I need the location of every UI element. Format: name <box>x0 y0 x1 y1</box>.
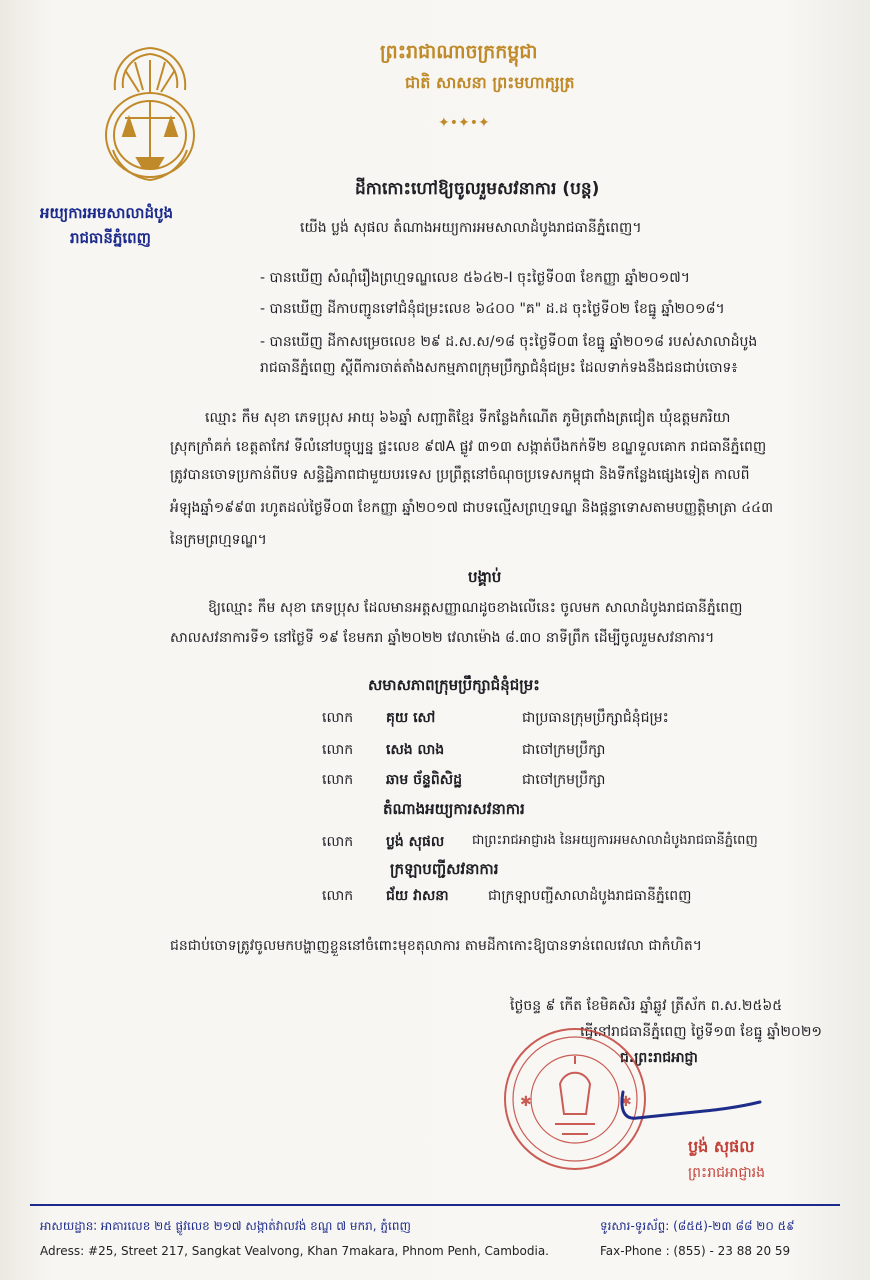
panel-title: លោក <box>322 742 354 758</box>
panel-title: លោក <box>322 710 354 726</box>
signer-name: ប្លង់ សុផល <box>688 1137 755 1156</box>
svg-text:✱: ✱ <box>620 1094 632 1110</box>
court-emblem-icon <box>95 40 205 185</box>
panel-role: ជាប្រធានក្រុមប្រឹក្សាជំនុំជម្រះ <box>522 710 669 726</box>
body-line: ត្រូវបានចោទប្រកាន់ពីបទ សន្ទិដ្ឋិភាពជាមួយបរទេស ប្រព្រឹត្តនៅចំណុចប្រទេសកម្ពុជា និងទីកន្លែងផ្សេងទៀត កាលពី <box>170 467 750 483</box>
panel-heading: សមាសភាពក្រុមប្រឹក្សាជំនុំជម្រះ <box>368 676 540 694</box>
body-line: ស្រុកក្រាំគក់ ខេត្តតាកែវ ទីលំនៅបច្ចុប្បន្ន ផ្ទះលេខ ៩៧A ផ្លូវ ៣១៣ សង្កាត់បឹងកក់ទី២ ខណ្ឌទួលគោក រាជធានីភ្នំពេញ <box>170 439 767 455</box>
prosecutor-role: ជាព្រះរាជអាជ្ញារង នៃអយ្យការអមសាលាដំបូងរាជធានីភ្នំពេញ <box>472 833 758 848</box>
kingdom-heading: ព្រះរាជាណាចក្រកម្ពុជា <box>380 41 538 63</box>
reference-line: - បានឃើញ ដីកាសម្រេចលេខ ២៩ ដ.ស.ស/១៨ ចុះថ្ងៃទី០៣ ខែធ្នូ ឆ្នាំ២០១៨ របស់សាលាដំបូង <box>260 334 758 350</box>
prosecutor-title: លោក <box>322 834 354 850</box>
clerk-name: ជ័យ វាសនា <box>386 888 449 904</box>
footer-address-en: Adress: #25, Street 217, Sangkat Vealvong, Khan 7makara, Phnom Penh, Cambodia. <box>40 1244 549 1258</box>
svg-text:✱: ✱ <box>520 1094 532 1110</box>
clerk-role: ជាក្រឡាបញ្ជីសាលាដំបូងរាជធានីភ្នំពេញ <box>488 888 692 904</box>
signature-mark <box>615 1088 765 1133</box>
panel-name: គុយ សៅ <box>386 710 436 726</box>
reference-line: - បានឃើញ សំណុំរឿងព្រហ្មទណ្ឌលេខ ៥៦៤២-I ចុះថ្ងៃទី០៣ ខែកញ្ញា ឆ្នាំ២០១៧។ <box>260 270 690 286</box>
closing-line: ជនជាប់ចោទត្រូវចូលមកបង្ហាញខ្លួននៅចំពោះមុខតុលាការ តាមដីកាកោះឱ្យបានទាន់ពេលវេលា ជាកំហិត។ <box>170 938 702 954</box>
panel-name: ឆាម ច័ន្ទពិសិដ្ឋ <box>386 772 462 788</box>
panel-title: លោក <box>322 772 354 788</box>
national-motto: ជាតិ សាសនា ព្រះមហាក្សត្រ <box>405 73 575 92</box>
footer-address-km: អាសយដ្ឋានៈ អាគារលេខ ២៥ ផ្លូវលេខ ២១៧ សង្កាត់វាលវង់ ខណ្ឌ ៧ មករា, ភ្នំពេញ <box>40 1219 411 1233</box>
decision-line: ឱ្យឈ្មោះ កឹម សុខា ភេទប្រុស ដែលមានអត្តសញ្ញាណដូចខាងលើនេះ ចូលមក សាលាដំបូងរាជធានីភ្នំពេញ <box>208 600 743 616</box>
decision-heading: បង្គាប់ <box>468 568 502 586</box>
panel-role: ជាចៅក្រមប្រឹក្សា <box>522 772 606 788</box>
motto-ornament: ✦•✦•✦ <box>438 115 490 131</box>
signer-title: ព្រះរាជអាជ្ញារង <box>688 1165 765 1181</box>
clerk-title: លោក <box>322 888 354 904</box>
footer-divider <box>30 1204 840 1206</box>
body-line: ឈ្មោះ កឹម សុខា ភេទប្រុស អាយុ ៦៦ឆ្នាំ សញ្ជាតិខ្មែរ ទីកន្លែងកំណើត ភូមិត្រពាំងត្រជៀត ឃុំឧត្តមភរិយា <box>205 410 731 426</box>
prosecutor-name: ប្លង់ សុផល <box>386 834 445 850</box>
footer-phone-km: ទូរសារ-ទូរស័ព្ទ: (៨៥៥)-២៣ ៨៨ ២០ ៥៩ <box>600 1219 795 1233</box>
place-date: ធ្វើនៅរាជធានីភ្នំពេញ ថ្ងៃទី១៣ ខែធ្នូ ឆ្នាំ២០២១ <box>580 1024 823 1040</box>
decision-line: សាលសវនាការទី១ នៅថ្ងៃទី ១៩ ខែមករា ឆ្នាំ២០២២ វេលាម៉ោង ៨.៣០ នាទីព្រឹក ដើម្បីចូលរួមសវនាការ។ <box>170 630 715 646</box>
prosecutor-heading: តំណាងអយ្យការសវនាការ <box>383 800 525 818</box>
reference-line: រាជធានីភ្នំពេញ ស្តីពីការចាត់តាំងសកម្មភាពក្រុមប្រឹក្សាជំនុំជម្រះ ដែលទាក់ទងនឹងជនជាប់ចោទ៖ <box>260 360 738 376</box>
intro-line: យើង ប្លង់ សុផល តំណាងអយ្យការអមសាលាដំបូងរាជធានីភ្នំពេញ។ <box>300 220 642 236</box>
document-title: ដីកាកោះហៅឱ្យចូលរួមសវនាការ (បន្ត) <box>355 179 600 199</box>
panel-name: សេង លាង <box>386 742 445 758</box>
panel-role: ជាចៅក្រមប្រឹក្សា <box>522 742 606 758</box>
body-line: អំឡុងឆ្នាំ១៩៩៣ រហូតដល់ថ្ងៃទី០៣ ខែកញ្ញា ឆ្នាំ២០១៧ ជាបទល្មើសព្រហ្មទណ្ឌ និងផ្តន្ទាទោសតាមបញ្ញត្តិមាត្រា ៤៤៣ <box>170 500 774 516</box>
body-line: នៃក្រមព្រហ្មទណ្ឌ។ <box>170 532 267 548</box>
on-behalf-label: ជ.ព្រះរាជអាជ្ញា <box>620 1050 698 1066</box>
court-name-line1: អយ្យការអមសាលាដំបូង <box>40 204 174 222</box>
footer-phone-en: Fax-Phone : (855) - 23 88 20 59 <box>600 1244 791 1258</box>
court-name-line2: រាជធានីភ្នំពេញ <box>70 229 151 247</box>
clerk-heading: ក្រឡាបញ្ជីសវនាការ <box>390 860 499 878</box>
reference-line: - បានឃើញ ដីកាបញ្ជូនទៅជំនុំជម្រះលេខ ៦៤០០ "គ" ដ.ដ ចុះថ្ងៃទី០២ ខែធ្នូ ឆ្នាំ២០១៨។ <box>260 301 725 317</box>
lunar-date: ថ្ងៃចន្ទ ៩ កើត ខែមិគសិរ ឆ្នាំឆ្លូវ ត្រីស័ក ព.ស.២៥៦៥ <box>510 998 783 1014</box>
